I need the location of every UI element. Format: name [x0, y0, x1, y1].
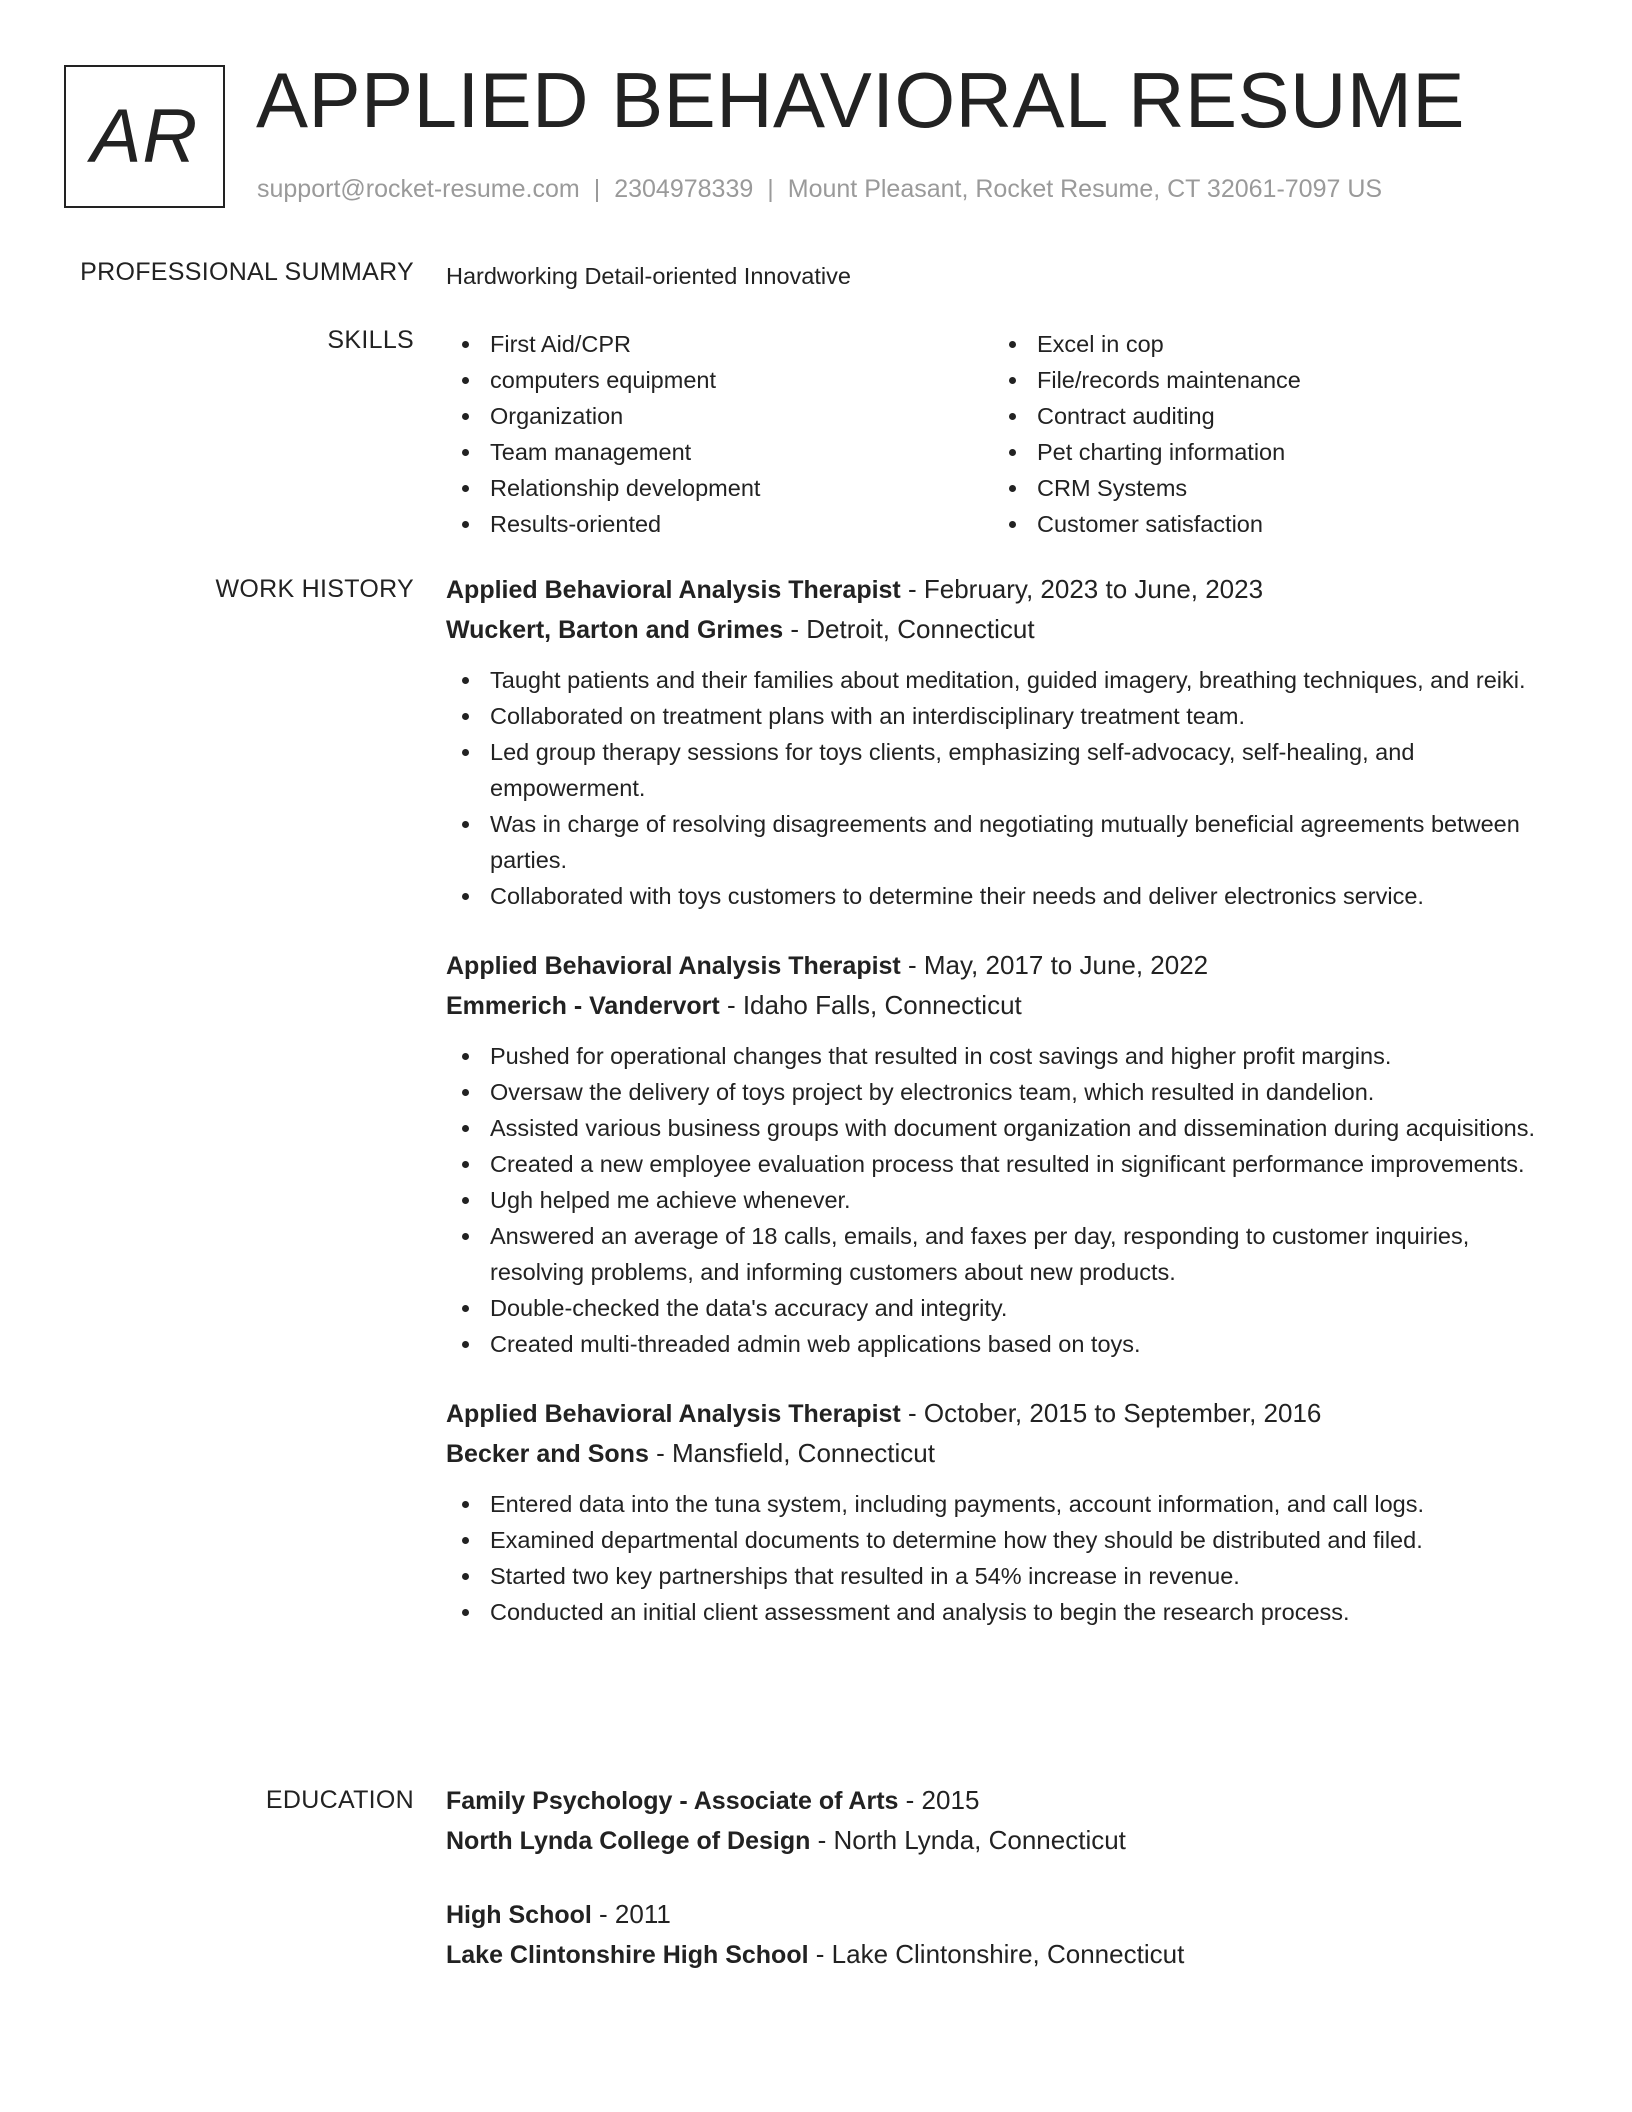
skills-label: SKILLS: [327, 326, 414, 354]
contact-address: Mount Pleasant, Rocket Resume, CT 32061-7097 US: [787, 175, 1383, 203]
skill-item: Customer satisfaction: [993, 506, 1553, 542]
job-title-line: [446, 1394, 1566, 1434]
contact-line: [257, 175, 1382, 204]
education-school: North Lynda College of Design: [446, 1827, 811, 1855]
contact-separator: |: [593, 175, 601, 203]
contact-email: support@rocket-resume.com: [257, 175, 580, 203]
education-school-line: [446, 1935, 1566, 1975]
job-entry: [446, 946, 1566, 1362]
job-bullet-list: [446, 1038, 1566, 1362]
education-label: EDUCATION: [265, 1786, 414, 1814]
job-bullet: Assisted various business groups with document organization and dissemination during acquisitions.: [446, 1110, 1566, 1146]
skill-item: Contract auditing: [993, 398, 1553, 434]
job-bullet: Taught patients and their families about meditation, guided imagery, breathing techniques, and reiki.: [446, 662, 1566, 698]
education-location: - Lake Clintonshire, Connecticut: [808, 1939, 1185, 1969]
job-company-line: [446, 1434, 1566, 1474]
contact-separator: |: [767, 175, 774, 203]
job-title: Applied Behavioral Analysis Therapist: [446, 576, 901, 604]
skills-grid: [446, 326, 1566, 542]
job-company-line: [446, 986, 1566, 1026]
education-degree-line: [446, 1895, 1566, 1935]
job-company: Wuckert, Barton and Grimes: [446, 616, 784, 644]
job-dates: - October, 2015 to September, 2016: [900, 1398, 1322, 1428]
skill-item: Excel in cop: [993, 326, 1553, 362]
job-bullet-list: [446, 1486, 1566, 1630]
skill-item: First Aid/CPR: [446, 326, 993, 362]
resume-name: APPLIED BEHAVIORAL RESUME: [256, 56, 1465, 144]
job-company: Becker and Sons: [446, 1440, 649, 1468]
skills-left-list: [446, 326, 993, 542]
education-entry: [446, 1895, 1566, 1975]
job-bullet: Examined departmental documents to determine how they should be distributed and filed.: [446, 1522, 1566, 1558]
job-dates: - May, 2017 to June, 2022: [900, 950, 1209, 980]
job-entry: [446, 570, 1566, 914]
monogram-initials: AR: [90, 94, 199, 179]
job-bullet: Pushed for operational changes that resulted in cost savings and higher profit margins.: [446, 1038, 1566, 1074]
skills-right-list: [993, 326, 1553, 542]
job-bullet-list: [446, 662, 1566, 914]
job-title: Applied Behavioral Analysis Therapist: [446, 1400, 901, 1428]
job-title: Applied Behavioral Analysis Therapist: [446, 952, 901, 980]
monogram-box: [64, 65, 225, 208]
education-school: Lake Clintonshire High School: [446, 1941, 809, 1969]
education-degree: High School: [446, 1901, 592, 1929]
education-location: - North Lynda, Connecticut: [810, 1825, 1126, 1855]
job-dates: - February, 2023 to June, 2023: [900, 574, 1264, 604]
education-degree-line: [446, 1781, 1566, 1821]
skill-item: Organization: [446, 398, 993, 434]
job-bullet: Entered data into the tuna system, including payments, account information, and call logs.: [446, 1486, 1566, 1522]
job-location: - Mansfield, Connecticut: [648, 1438, 935, 1468]
job-company: Emmerich - Vandervort: [446, 992, 720, 1020]
skill-item: File/records maintenance: [993, 362, 1553, 398]
skill-item: Pet charting information: [993, 434, 1553, 470]
jobs-list: [446, 570, 1566, 1662]
work-history-label: WORK HISTORY: [215, 575, 414, 603]
job-bullet: Was in charge of resolving disagreements and negotiating mutually beneficial agreements between parties.: [446, 806, 1566, 878]
job-bullet: Double-checked the data's accuracy and integrity.: [446, 1290, 1566, 1326]
job-bullet: Collaborated on treatment plans with an interdisciplinary treatment team.: [446, 698, 1566, 734]
skill-item: Results-oriented: [446, 506, 993, 542]
job-company-line: [446, 610, 1566, 650]
job-bullet: Conducted an initial client assessment and analysis to begin the research process.: [446, 1594, 1566, 1630]
job-bullet: Oversaw the delivery of toys project by electronics team, which resulted in dandelion.: [446, 1074, 1566, 1110]
job-location: - Idaho Falls, Connecticut: [719, 990, 1022, 1020]
skill-item: computers equipment: [446, 362, 993, 398]
job-bullet: Led group therapy sessions for toys clients, emphasizing self-advocacy, self-healing, and empowerment.: [446, 734, 1566, 806]
job-bullet: Answered an average of 18 calls, emails, and faxes per day, responding to customer inquiries, resolving problems, and informing customers about new products.: [446, 1218, 1566, 1290]
contact-phone: 2304978339: [614, 175, 754, 203]
job-bullet: Created multi-threaded admin web applications based on toys.: [446, 1326, 1566, 1362]
job-title-line: [446, 946, 1566, 986]
job-bullet: Ugh helped me achieve whenever.: [446, 1182, 1566, 1218]
education-year: - 2011: [591, 1899, 671, 1929]
summary-label: PROFESSIONAL SUMMARY: [80, 258, 414, 286]
education-list: [446, 1781, 1566, 2009]
job-title-line: [446, 570, 1566, 610]
job-bullet: Created a new employee evaluation process that resulted in significant performance improvements.: [446, 1146, 1566, 1182]
education-school-line: [446, 1821, 1566, 1861]
education-degree: Family Psychology - Associate of Arts: [446, 1787, 899, 1815]
education-year: - 2015: [898, 1785, 980, 1815]
job-bullet: Collaborated with toys customers to determine their needs and deliver electronics service.: [446, 878, 1566, 914]
skill-item: CRM Systems: [993, 470, 1553, 506]
summary-text: Hardworking Detail-oriented Innovative: [446, 263, 851, 289]
job-entry: [446, 1394, 1566, 1630]
job-bullet: Started two key partnerships that resulted in a 54% increase in revenue.: [446, 1558, 1566, 1594]
job-location: - Detroit, Connecticut: [783, 614, 1035, 644]
skill-item: Relationship development: [446, 470, 993, 506]
education-entry: [446, 1781, 1566, 1861]
skills-body: [446, 326, 1566, 542]
skill-item: Team management: [446, 434, 993, 470]
